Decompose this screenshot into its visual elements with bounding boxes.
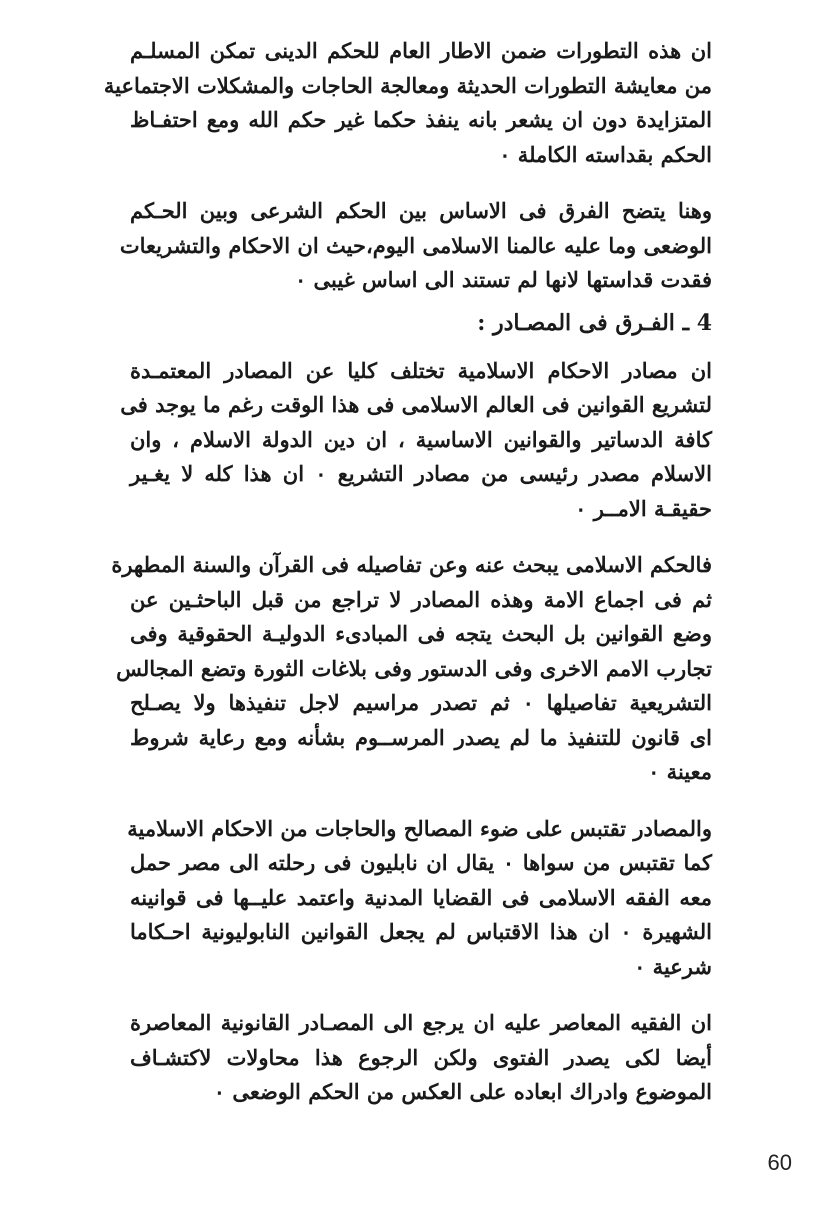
paragraph	[127, 812, 713, 985]
text-line: حقيقـة الامــر ٠	[575, 495, 712, 521]
text-line: وضع القوانين بل البحث يتجه فى المبادىء الدوليـة الحقوقية وفى	[130, 621, 712, 646]
text-line: فالحكم الاسلامى يبحث عنه وعن تفاصيله فى القرآن والسنة المطهرة	[111, 552, 712, 577]
text-line: كما تقتبس من سواها ٠ يقال ان نابليون فى رحلته الى مصر حمل	[130, 850, 712, 875]
text-line: وهنا يتضح الفرق فى الاساس بين الحكم الشرعى وبين الحـكم	[130, 198, 712, 223]
text-line: والمصادر تقتبس على ضوء المصالح والحاجات من الاحكام الاسلامية	[127, 815, 712, 841]
text-line: الحكم بقداسته الكاملة ٠	[499, 141, 712, 167]
paragraph	[111, 548, 712, 790]
text-line: معينة ٠	[648, 759, 712, 784]
section-heading: 4 ـ الفـرق فى المصـادر :	[477, 309, 712, 336]
text-line: ان الفقيه المعاصر عليه ان يرجع الى المصـادر القانونية المعاصرة	[130, 1010, 712, 1035]
text-line: تجارب الامم الاخرى وفى الدستور وفى بلاغات الثورة وتضع المجالس	[116, 655, 712, 681]
text-line: الوضعى وما عليه عالمنا الاسلامى اليوم،حيث ان الاحكام والتشريعات	[119, 232, 712, 258]
text-line: التشريعية تفاصيلها ٠ ثم تصدر مراسيم لاجل تنفيذها ولا يصـلح	[130, 690, 712, 715]
text-line: ان هذه التطورات ضمن الاطار العام للحكم الدينى تمكن المسلـم	[130, 38, 712, 63]
text-line: ثم فى اجماع الامة وهذه المصادر لا تراجع من قبل الباحثـين عن	[130, 586, 712, 612]
text-line: الاسلام مصدر رئيسى من مصادر التشريع ٠ ان هذا كله لا يغـير	[130, 461, 712, 486]
page-number: 60	[767, 1150, 792, 1175]
paragraph	[120, 354, 712, 527]
text-line: الموضوع وادراك ابعاده على العكس من الحكم الوضعى ٠	[213, 1079, 712, 1104]
paragraph	[119, 194, 712, 298]
text-line: كافة الدساتير والقوانين الاساسية ، ان دين الدولة الاسلام ، وان	[130, 426, 712, 452]
paragraph	[130, 1006, 712, 1110]
text-line: لتشريع القوانين فى العالم الاسلامى فى هذا الوقت رغم ما يوجد فى	[120, 392, 712, 417]
text-line: الشهيرة ٠ ان هذا الاقتباس لم يجعل القوانين النابوليونية احـكاما	[130, 919, 713, 944]
paragraph	[103, 34, 712, 172]
document-page	[103, 34, 713, 1132]
text-line: من معايشة التطورات الحديثة ومعالجة الحاجات والمشكلات الاجتماعية	[103, 72, 712, 98]
text-line: معه الفقه الاسلامى فى القضايا المدنية واعتمد عليــها فى قوانينه	[130, 884, 712, 910]
text-line: شرعية ٠	[634, 953, 712, 979]
text-line: المتزايدة دون ان يشعر بانه ينفذ حكما غير حكم الله ومع احتفـاظ	[130, 107, 712, 132]
text-line: اى قانون للتنفيذ ما لم يصدر المرســوم بشأنه ومع رعاية شروط	[130, 724, 712, 750]
text-line: ان مصادر الاحكام الاسلامية تختلف كليا عن المصادر المعتمـدة	[130, 357, 712, 383]
text-line: فقدت قداستها لانها لم تستند الى اساس غيبى ٠	[294, 267, 712, 292]
text-line: أيضا لكى يصدر الفتوى ولكن الرجوع هذا محاولات لاكتشـاف	[130, 1044, 712, 1070]
